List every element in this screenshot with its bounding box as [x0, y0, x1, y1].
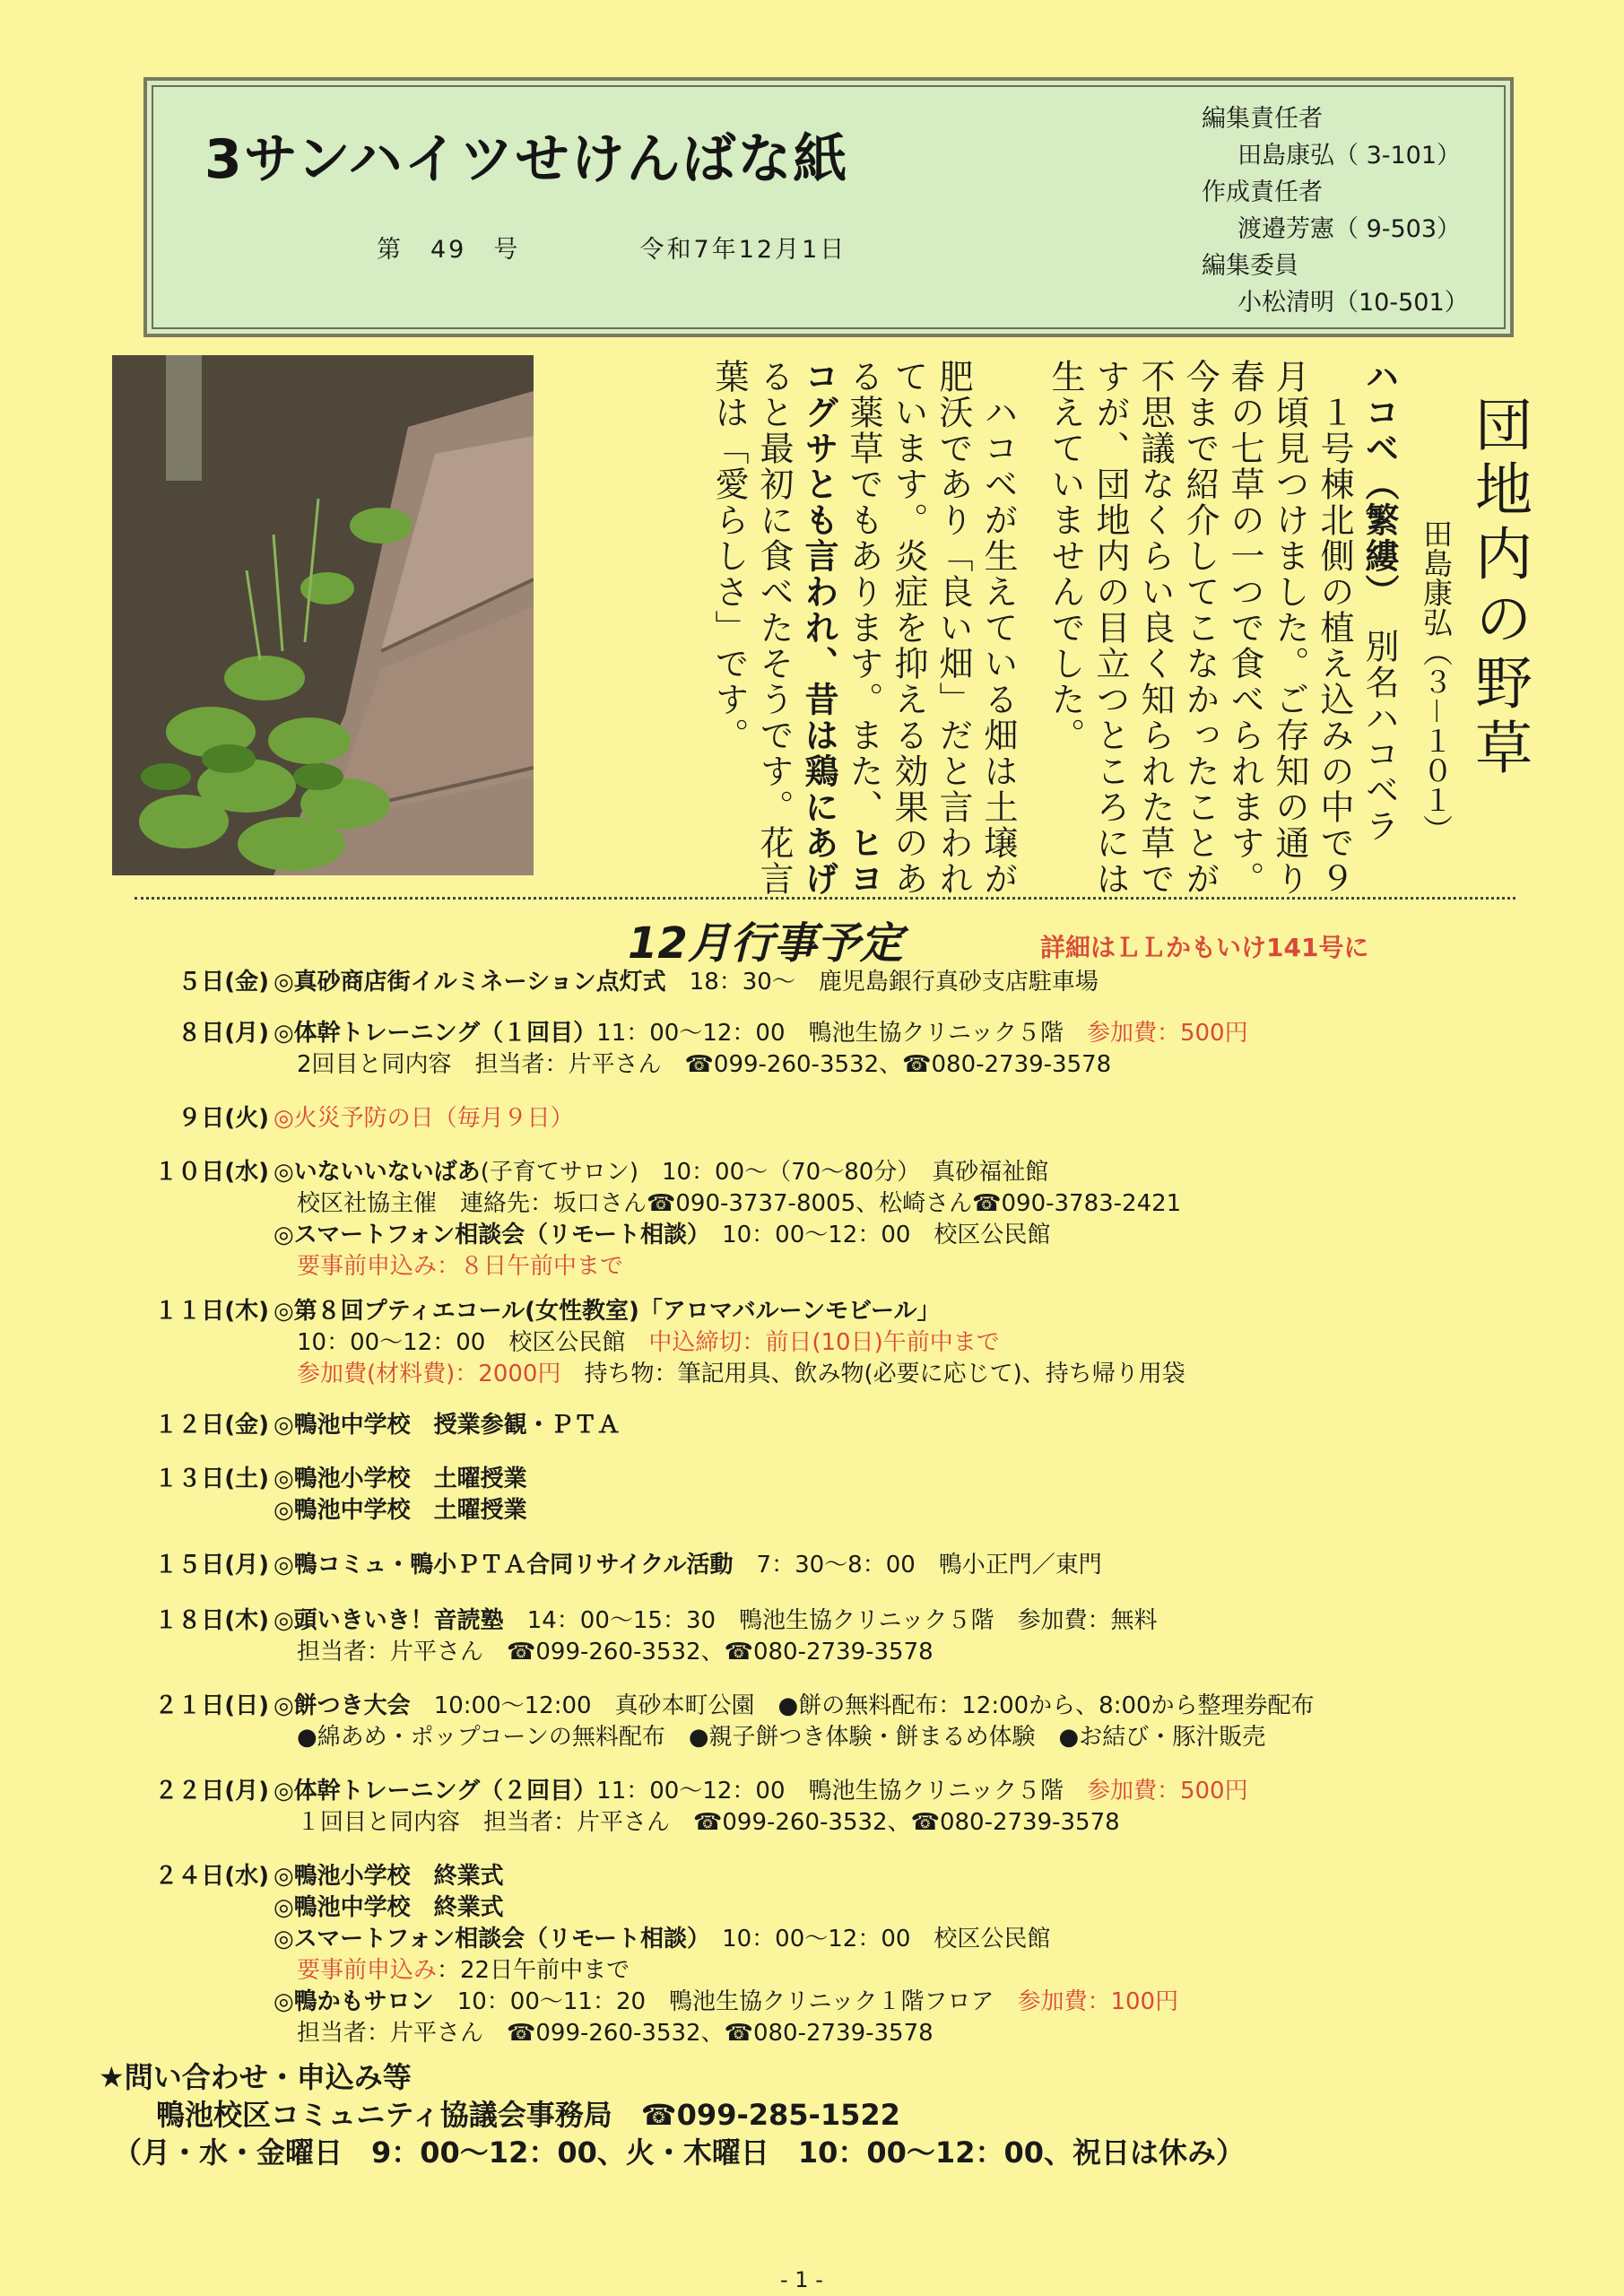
event-details	[274, 1550, 1565, 1581]
event-text: ◎体幹トレーニング（１回目）	[274, 1020, 597, 1047]
event-date: １８日(木)	[154, 1607, 269, 1634]
event-text: 7：30～8：00 鴨小正門／東門	[733, 1552, 1102, 1578]
event-text: 14：00～15：30 鴨池生協クリニック５階 参加費：無料	[503, 1607, 1158, 1634]
staff-role: 編集責任者	[1202, 105, 1323, 133]
event-line	[274, 1605, 1565, 1637]
event-date: ２４日(水)	[154, 1863, 269, 1890]
event-line	[274, 1495, 1565, 1526]
event-text: ●綿あめ・ポップコーンの無料配布 ●親子餅つき体験・餅まるめ体験 ●お結び・豚汁販売	[274, 1724, 1266, 1751]
event-line	[274, 1157, 1565, 1188]
event-text: ◎鴨池中学校 終業式	[274, 1894, 504, 1921]
event-line	[274, 1550, 1565, 1581]
event-text: 持ち物：筆記用具、飲み物(必要に応じて)、持ち帰り用袋	[560, 1361, 1185, 1387]
staff-name: 田島康弘（ 3-101）	[1238, 142, 1462, 170]
event-text: １回目と同内容 担当者：片平さん ☎099-260-3532、☎080-2739-3578	[274, 1809, 1120, 1836]
event-details	[274, 1605, 1565, 1668]
staff-role: 編集委員	[1202, 252, 1298, 280]
contact-info	[99, 2058, 1245, 2171]
event-text: 11：00～12：00 鴨池生協クリニック５階	[596, 1020, 1087, 1047]
event-line	[274, 1049, 1565, 1081]
event-text: ◎鴨池小学校 土曜授業	[274, 1465, 527, 1492]
article-line: すが、団地内の目立つところには	[1090, 359, 1130, 897]
event-text: ◎第８回プティエコール(女性教室)「アロマバルーンモビール」	[274, 1298, 941, 1325]
event-text: (子育てサロン) 10：00～（70～80分） 真砂福祉館	[480, 1159, 1049, 1186]
newsletter-title: 3サンハイツせけんばな紙	[204, 128, 849, 191]
article-line: １号棟北側の植え込みの中で９	[1315, 359, 1354, 897]
event-details	[274, 1103, 1565, 1135]
event-line	[274, 1776, 1565, 1807]
wild-grass-article	[538, 359, 1532, 897]
event-highlight: 中込締切：前日(10日)午前中まで	[648, 1329, 1000, 1356]
issue-date: 令和7年12月1日	[639, 236, 847, 264]
event-text: ◎頭いきいき！音読塾	[274, 1607, 504, 1634]
event-date: ９日(火)	[178, 1105, 269, 1132]
event-date: １１日(木)	[154, 1298, 269, 1325]
event-highlight: 参加費：500円	[1086, 1020, 1248, 1047]
event-text: ◎餅つき大会	[274, 1692, 411, 1719]
contact-heading: ★問い合わせ・申込み等	[99, 2060, 412, 2094]
hakobe-photo	[112, 355, 534, 875]
event-line	[274, 1924, 1565, 1955]
event-text: ◎鴨池小学校 終業式	[274, 1863, 504, 1890]
event-details	[274, 1018, 1565, 1081]
event-details	[274, 1776, 1565, 1839]
article-line-text: る薬草でもあります。また、	[844, 359, 883, 825]
event-highlight: 要事前申込み：８日午前中まで	[274, 1253, 624, 1280]
event-text: 10：00～11：20 鴨池生協クリニック１階フロア	[433, 1988, 1018, 2015]
event-text: 10：00～12：00 校区公民館	[699, 1222, 1051, 1248]
event-text: 担当者：片平さん ☎099-260-3532、☎080-2739-3578	[274, 2020, 934, 2047]
staff-name: 渡邉芳憲（ 9-503）	[1238, 215, 1462, 243]
event-line	[274, 2018, 1565, 2049]
event-details	[274, 1691, 1565, 1753]
event-line	[274, 1722, 1565, 1753]
event-text: 2回目と同内容 担当者：片平さん ☎099-260-3532、☎080-2739-3578	[274, 1051, 1112, 1078]
section-divider	[135, 897, 1515, 900]
staff-role: 作成責任者	[1202, 178, 1323, 206]
event-date: ８日(月)	[178, 1020, 269, 1047]
event-line	[274, 1359, 1565, 1390]
event-line	[274, 1464, 1565, 1495]
event-line	[274, 1955, 1565, 1987]
page-number: - 1 -	[780, 2267, 823, 2292]
heading-alias: 別名ハコベラ	[1359, 593, 1399, 844]
event-highlight: 参加費：500円	[1086, 1778, 1248, 1805]
event-line	[274, 1251, 1565, 1283]
event-line	[274, 1220, 1565, 1251]
event-text: 11：00～12：00 鴨池生協クリニック５階	[596, 1778, 1087, 1805]
event-details	[274, 1464, 1565, 1526]
article-line: ています。炎症を抑える効果のあ	[889, 359, 928, 897]
event-line	[274, 1296, 1565, 1327]
article-line: 春の七草の一つで食べられます。	[1225, 359, 1264, 897]
event-text: ◎スマートフォン相談会（リモート相談）	[274, 1222, 699, 1248]
event-text: ◎鴨かもサロン	[274, 1988, 434, 2015]
article-author: 田島康弘（３－１０１）	[1419, 518, 1454, 844]
event-line	[274, 1807, 1565, 1839]
event-text: ◎いないいないばあ	[274, 1159, 481, 1186]
event-text: ◎鴨コミュ・鴨小ＰＴＡ合同リサイクル活動	[274, 1552, 734, 1578]
event-text: ：22日午前中まで	[437, 1957, 630, 1984]
event-line	[274, 1637, 1565, 1668]
event-line	[274, 1861, 1565, 1892]
article-line	[843, 359, 882, 897]
article-line: 今まで紹介してこなかったことが	[1180, 359, 1220, 897]
event-details	[274, 967, 1565, 998]
event-text: ◎真砂商店街イルミネーション点灯式	[274, 969, 666, 996]
event-line	[274, 1987, 1565, 2018]
event-text: 18：30～ 鹿児島銀行真砂支店駐車場	[665, 969, 1099, 996]
contact-office: 鴨池校区コミュニティ協議会事務局 ☎099-285-1522	[99, 2098, 900, 2132]
event-line	[274, 1188, 1565, 1220]
event-details	[274, 1157, 1565, 1283]
hiyo-bold: ヒヨ	[844, 825, 884, 897]
article-line-text: コグサとも言われ、昔は鶏にあげ	[799, 359, 839, 897]
event-line	[274, 967, 1565, 998]
event-highlight: ◎火災予防の日（毎月９日）	[274, 1105, 574, 1132]
event-highlight: 参加費(材料費)：2000円	[274, 1361, 561, 1387]
article-line: 葉は「愛らしさ」です。	[709, 359, 749, 753]
article-line: 不思議なくらい良く知られた草で	[1135, 359, 1175, 897]
event-date: ２１日(日)	[154, 1692, 269, 1719]
article-line: 生えていませんでした。	[1046, 359, 1085, 753]
event-date: １２日(金)	[154, 1412, 269, 1439]
event-date: ２２日(月)	[154, 1778, 269, 1805]
article-title: 団地内の野草	[1465, 395, 1532, 782]
schedule-title: 12月行事予定	[628, 918, 903, 969]
article-heading	[1359, 359, 1398, 844]
heading-name: ハコベ（繁縷）	[1359, 359, 1400, 593]
issue-number: 第 49 号	[377, 236, 521, 264]
event-text: ◎スマートフォン相談会（リモート相談）	[274, 1926, 699, 1952]
staff-name: 小松清明（10-501）	[1238, 289, 1469, 317]
event-text: ◎鴨池中学校 土曜授業	[274, 1497, 527, 1524]
event-line	[274, 1018, 1565, 1049]
event-text: ◎鴨池中学校 授業参観・ＰＴＡ	[274, 1412, 621, 1439]
event-line	[274, 1327, 1565, 1359]
event-highlight: 参加費：100円	[1017, 1988, 1179, 2015]
event-date: １３日(土)	[154, 1465, 269, 1492]
article-line: ハコベが生えている畑は土壌が	[978, 359, 1018, 897]
event-text: ◎体幹トレーニング（２回目）	[274, 1778, 597, 1805]
event-line	[274, 1691, 1565, 1722]
event-details	[274, 1861, 1565, 2049]
article-line	[798, 359, 838, 897]
staff-list	[1202, 100, 1469, 321]
event-line	[274, 1892, 1565, 1924]
contact-hours: （月・水・金曜日 9：00～12：00、火・木曜日 10：00～12：00、祝日は休み）	[99, 2135, 1245, 2170]
event-date: １０日(水)	[154, 1159, 269, 1186]
event-line	[274, 1103, 1565, 1135]
article-line: ると最初に食べたそうです。花言	[754, 359, 794, 897]
event-text: 10:00～12:00 真砂本町公園 ●餅の無料配布：12:00から、8:00から整理券配布	[410, 1692, 1315, 1719]
issue-line	[377, 230, 847, 265]
event-text: 校区社協主催 連絡先：坂口さん☎090-3737-8005、松崎さん☎090-3783-2421	[274, 1190, 1182, 1217]
event-text: 担当者：片平さん ☎099-260-3532、☎080-2739-3578	[274, 1639, 934, 1665]
event-date: ５日(金)	[178, 969, 269, 996]
event-highlight: 要事前申込み	[274, 1957, 438, 1984]
event-date: １５日(月)	[154, 1552, 269, 1578]
schedule-note: 詳細はＬＬかもいけ141号に	[1040, 933, 1369, 962]
article-line: 月頃見つけました。ご存知の通り	[1270, 359, 1309, 897]
event-line	[274, 1410, 1565, 1441]
event-text: 10：00～12：00 校区公民館	[699, 1926, 1051, 1952]
article-line: 肥沃であり「良い畑」だと言われ	[934, 359, 973, 897]
event-text: 10：00～12：00 校区公民館	[274, 1329, 649, 1356]
event-details	[274, 1296, 1565, 1390]
event-details	[274, 1410, 1565, 1441]
